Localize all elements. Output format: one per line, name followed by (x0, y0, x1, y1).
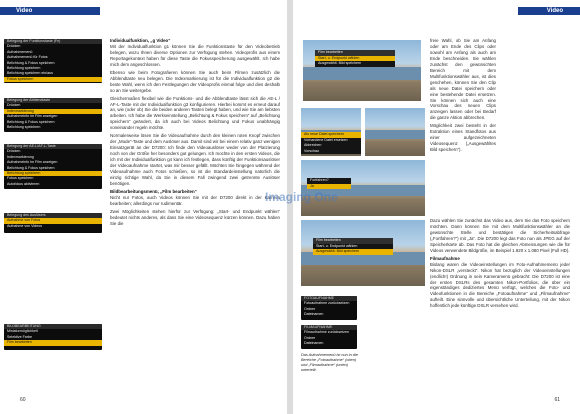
dialog-confirm (307, 178, 351, 189)
heading: Individualfunktion, „g Video“ (110, 38, 171, 43)
dialog-item-selected: Als neue Datei speichern (301, 132, 361, 138)
left-page (0, 0, 287, 414)
figure-caption: Das Aufnahmemenü ist nun in die Bereiche „Fotoaufnahme“ (oben) und „Filmaufnahme“ (unten) unterteilt. (301, 353, 358, 372)
paragraph: Möglichkeit zwei besteht in der Extraktion eines Standfotos aus einer aufgezeichneten Videosequenz („Ausgewähltes Bild speichern“). (430, 123, 496, 153)
menu-item-selected: Aufnahme von Fotos (4, 218, 102, 223)
dialog-item: Abbrechen (304, 143, 322, 148)
paragraph: Dazu wählen Sie zunächst das Video aus, dem Sie das Foto speichern möchten. Dann können Sie mit dem Multifunktionswähler an die gewünschte Stelle und bestätigen die Sicherheitsabfrage („Fortfahren?“) mit „Ja“. Die D7200 legt das Foto nun als JPEG auf der Speicherkarte ab. Das Foto hat die gleichen Abmessungen wie die für Videos verwendete Bildgröße, im Beispiel 1.920 x 1.080 Pixel (Full HD). (430, 218, 570, 253)
menu-photo-shooting (301, 296, 357, 320)
dialog-edit-movie (315, 50, 395, 67)
menu-item-selected: Film bearbeiten (4, 340, 102, 345)
menu-title: BILDBEARBEITUNG (4, 324, 102, 329)
dialog-edit-movie-2 (313, 238, 393, 255)
menu-item: Aufnahmeinfo im Film anzeigen (7, 114, 58, 119)
menu-item: Fotoaufnahme zurücksetzen (304, 301, 350, 306)
dialog-item-selected: Ausgewählt. Bild speichern (313, 249, 393, 255)
menu-item: Indexmarkierung (7, 154, 34, 159)
menu-item-selected: Indexmarkierung (4, 109, 102, 114)
page-number: 61 (554, 397, 560, 403)
paragraph: Gleichermaßen flexibel wie die Funktions- und die Abblendtaste lässt sich die AE-L / AF-L-Taste mit der Individualfunktion g3 konfigurieren. Hierbei kommt es erneut darauf an, wie (oder ob) Sie die beiden anderen Tasten belegt haben, und wie Sie am liebsten arbeiten. Ich habe die Werkseinstellung „Belichtung & Fokus speichern“ auf „Belichtung speichern“ geändert, da ich auch bei Videos Belichtung und Fokus unabhängig voneinander regeln möchte. (110, 95, 280, 131)
menu-item: Aufnahmemenü für Fotos (7, 55, 48, 60)
menu-item: Miniaturmöglichkeit (7, 329, 38, 334)
menu-shutter-button (4, 213, 102, 233)
menu-movie-shooting (301, 325, 357, 349)
heading: Filmaufnahme (430, 255, 460, 261)
dialog-item: Ausgewählt. Bild speichern (318, 61, 362, 66)
photo-save-options (301, 108, 361, 156)
photo-dialog-trim (303, 40, 421, 101)
menu-item: Selektive Farbe (7, 334, 32, 339)
photo-confirm (301, 160, 425, 216)
menu-title: Belegung der Abblendtaste (4, 98, 102, 103)
menu-title: Belegung der Funktionstaste (Fn) (4, 39, 102, 44)
menu-item: Belichtung & Fokus speichern (7, 165, 55, 170)
section-tab: Video (518, 7, 580, 15)
paragraph: Bislang waren die Videoeinstellungen im Foto-Aufnahmemenü jeder Nikon-DSLR „versteckt“. Nikon hat bezüglich der Videoeinstellungen (endlich!) Ordnung in sein Kameramenü gebracht: Die D7200 ist eine der ersten DSLRs des gesamten Nikon-Portfolios, die über ein eigenständiges dediziertes Menü verfügt, welches die Foto- und Videofunktionen in die Bereiche „Fotoaufnahme“ und „Filmaufnahme“ aufteilt. Eine sinnvolle und übersichtliche Unterteilung, mit der Nikon hoffentlich jede künftige DSLR versehen wird. (430, 261, 570, 309)
dialog-save-options (301, 132, 361, 154)
menu-item: Drücken (7, 149, 21, 154)
menu-item: Aufnahme von Videos (7, 223, 43, 228)
section-tab: Video (0, 7, 100, 15)
paragraph: Nicht nur Fotos, auch Videos können Sie mit der D7200 direkt in der Kamera bearbeiten; allerdings nur rudimentär. (110, 194, 280, 206)
paragraph: Zwei Möglichkeiten stehen hierfür zur Verfügung: „Start- und Endpunkt wählen“ bedeutet nichts anderes, als dass Sie eine Videosequenz kürzen können. Dazu haben Sie die (110, 208, 280, 226)
menu-item: Dateinamen (304, 341, 324, 346)
menu-item: Ordner (304, 306, 316, 311)
menu-title: FOTOAUFNAHME (301, 296, 357, 301)
menu-item: Belichtung speichern (7, 124, 41, 129)
menu-item: Aufnahmeinfo im Film anzeigen (7, 160, 58, 165)
paragraph: Normalerweise lösen Sie die Videoaufnahme durch den kleinen roten Knopf zwischen der „Mode“-Taste und dem Auslöser aus. Damit sind wir bei einem relativ ganz wenigen Einsatzgerät an der D7200: Ich finde den Videoauslöser weder von der Platzierung noch von der Größe her besonders gut gelungen. Ich mochte in den ersten Videos, die ich mit der Individualfunktion g4 kann ich festlegen, dass künftig der Funktionsauslöser der Videoaufnahme startet, was mir besser gefällt. Möchten Sie hingegen während der Videoaufnahme auch Fotos schießen, so ist die Standardeinstellung natürlich die einzig richtige Wahl, da Sie in diesem Fall zwingend zwei getrennte Auslöser benötigen. (110, 133, 280, 186)
dialog-item-selected: Start- u. Endpunkt wählen (315, 56, 395, 62)
dialog-item: Vorhandene Datei ersetzen (304, 137, 348, 142)
menu-item: Belichtung & Fokus speichern (7, 60, 55, 65)
menu-retouch (4, 324, 102, 350)
paragraph: freie Wahl, ob Sie am Anfang oder am Ende des Clips oder sowohl am Anfang als auch am Ende beschneiden. Sie wählen zunächst den gewünschten Bereich mit dem Multifunktionswähler aus, ist dies geschehen, können Sie den Clip als neue Datei speichern oder eine bestehende Datei ersetzen. Sie können sich auch eine Vorschau des neuen Clips anzeigen lassen oder bei Bedarf die ganze Aktion abbrechen. (430, 38, 496, 121)
menu-title: Belegung des Auslösers (4, 213, 102, 218)
menu-item: Ordner (304, 335, 316, 340)
dialog-question: Fortfahren? (310, 178, 329, 182)
menu-title: FILMAUFNAHME (301, 325, 357, 330)
menu-item: Autofokus aktivieren (7, 181, 40, 186)
heading: Bildbearbeitungsmenü, „Film bearbeiten“ (110, 188, 197, 194)
dialog-yes: Ja (307, 184, 351, 190)
photo-edit-dialog (301, 220, 425, 286)
page-number: 60 (20, 397, 26, 403)
menu-title: Belegung der AE-L/AF-L-Taste (4, 144, 102, 149)
menu-item: Filmaufnahme zurücksetzen (304, 330, 349, 335)
paragraph: Ebenso wie beim Fotografieren können Sie auch beim Filmen zusätzlich die Abblendtaste neu belegen. Die Indexmarkierung ist für die Individualfunktion g2 die beste Wahl, wenn ich den Festlegungen der Videoprofis einmal folge und dies deshalb so an Sie weitergebe. (110, 69, 280, 93)
menu-item: Drücken (7, 44, 21, 49)
menu-item: Belichtung speichern ein/aus (7, 71, 53, 76)
menu-preview-button (4, 98, 102, 132)
right-page (293, 0, 580, 414)
dialog-title: Film bearbeiten (315, 50, 395, 56)
paragraph: Mit der Individualfunktion g1 können Sie die Funktionstaste für den Videobetrieb belegen, wozu Ihnen diverse Optionen zur Verfügung stehen. Videoprofis aus einem Reportagekontext haben für diese Taste die Fokusspeicherung ausgewählt. Ich habe mich dem angeschlossen. (110, 43, 280, 67)
menu-item: Aufnahmemenü (7, 49, 33, 54)
right-text-column-top (430, 38, 496, 155)
menu-item: Belichtung & Fokus speichern (7, 119, 55, 124)
menu-item-selected: Belichtung speichern (4, 171, 102, 176)
dialog-item: Vorschau (304, 148, 319, 153)
left-text-column (110, 38, 280, 229)
watermark-logo: Imaging One (265, 190, 338, 204)
menu-item: Belichtung speichern (7, 65, 41, 70)
menu-ael-afl-button (4, 144, 102, 189)
menu-item: Dateinamen (304, 312, 324, 317)
menu-function-button (4, 39, 102, 83)
photo-preview (365, 108, 425, 156)
dialog-item: Start- u. Endpunkt wählen (316, 243, 358, 248)
menu-item: Fokus speichern (7, 176, 34, 181)
right-text-column-bottom (430, 218, 570, 311)
menu-item: Drücken (7, 103, 21, 108)
dialog-title: Film bearbeiten (313, 238, 393, 244)
menu-item-selected: Fokus speichern (4, 77, 102, 82)
